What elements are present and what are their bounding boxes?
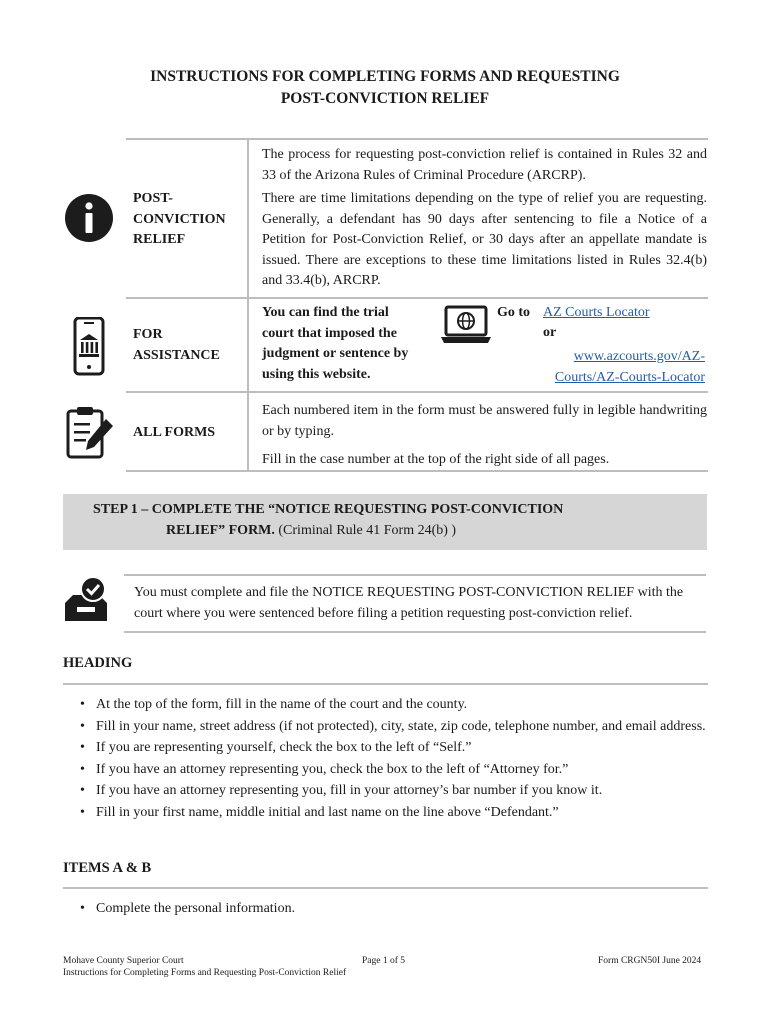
section-heading-title: HEADING [63, 655, 133, 671]
step-1-banner [63, 494, 707, 550]
heading-instructions-list [78, 694, 708, 823]
title-line-2: POST-CONVICTION RELIEF [280, 90, 490, 107]
label-line: ASSISTANCE [133, 347, 220, 363]
pcr-paragraph-2: There are time limitations depending on the type of relief you are requesting. Generally, a defendant has 90 days after sentencing to file a Notice of a Petition for Post-Conviction Relief, or 30 days after an appellate mandate is issued. There are exceptions to these time limitations listed in Rules 32.4(b) and 33.4(b), ARCRP. [262, 191, 707, 288]
or-label: or [543, 325, 557, 340]
laptop-globe-icon [440, 305, 492, 352]
label-line: FOR [133, 327, 163, 342]
section-items-ab-title: ITEMS A & B [63, 860, 152, 876]
phone-courthouse-icon [66, 317, 112, 377]
footer-page-number: Page 1 of 5 [362, 956, 406, 966]
az-courts-locator-link[interactable]: AZ Courts Locator [543, 305, 650, 320]
divider [124, 631, 706, 633]
divider [247, 138, 249, 298]
inbox-check-icon [63, 575, 109, 628]
page-title [60, 66, 710, 110]
list-item: • If you have an attorney representing you, check the box to the left of “Attorney for.” [78, 759, 708, 781]
forms-paragraph-2: Fill in the case number at the top of the right side of all pages. [262, 452, 610, 467]
assistance-text: You can find the trial court that imposed the judgment or sentence by using this website. [262, 305, 409, 382]
divider [247, 391, 249, 471]
label-line: POST- [133, 191, 173, 206]
footer-form-id: Form CRGN50I June 2024 [598, 956, 702, 966]
list-item: • Fill in your name, street address (if not protected), city, state, zip code, telephone number, and email address. [78, 716, 708, 738]
step-1-form-name: RELIEF” FORM. [166, 523, 275, 538]
divider [126, 138, 708, 140]
step-1-line-1: STEP 1 – COMPLETE THE “NOTICE REQUESTING POST-CONVICTION [93, 502, 564, 517]
divider [124, 574, 706, 576]
must-complete-text: You must complete and file the NOTICE REQUESTING POST-CONVICTION RELIEF with the court where you were sentenced before filing a petition requesting post-conviction relief. [134, 585, 684, 621]
items-ab-list [78, 898, 708, 920]
pcr-paragraph-1: The process for requesting post-conviction relief is contained in Rules 32 and 33 of the Arizona Rules of Criminal Procedure (ARCRP). [262, 147, 707, 183]
label-line: RELIEF [133, 232, 186, 247]
divider [63, 887, 708, 889]
list-item: • Complete the personal information. [78, 898, 708, 920]
info-icon [64, 191, 114, 241]
divider [63, 683, 708, 685]
footer-doc-title: Instructions for Completing Forms and Requesting Post-Conviction Relief [63, 968, 347, 978]
list-item: • At the top of the form, fill in the name of the court and the county. [78, 694, 708, 716]
list-item: • If you are representing yourself, check the box to the left of “Self.” [78, 737, 708, 759]
azcourts-url-link[interactable]: www.azcourts.gov/AZ-Courts/AZ-Courts-Locator [554, 349, 705, 385]
forms-paragraph-1: Each numbered item in the form must be answered fully in legible handwriting or by typing. [262, 403, 707, 439]
step-1-line-2 [166, 523, 456, 539]
step-1-rule-ref: (Criminal Rule 41 Form 24(b) ) [274, 523, 457, 538]
divider [126, 297, 708, 299]
list-item: • If you have an attorney representing you, fill in your attorney’s bar number if you know it. [78, 780, 708, 802]
divider [247, 297, 249, 392]
label-for-assistance [133, 325, 220, 366]
label-line: CONVICTION [133, 211, 226, 227]
title-line-1: INSTRUCTIONS FOR COMPLETING FORMS AND REQUESTING [150, 68, 620, 85]
list-item: • Fill in your first name, middle initial and last name on the line above “Defendant.” [78, 802, 708, 824]
footer-court [63, 955, 346, 979]
goto-label: Go to [497, 305, 531, 320]
footer-court-name: Mohave County Superior Court [63, 956, 184, 966]
label-all-forms: ALL FORMS [133, 425, 216, 440]
clipboard-pen-icon [64, 405, 116, 461]
label-post-conviction-relief [133, 189, 226, 251]
divider [126, 391, 708, 393]
